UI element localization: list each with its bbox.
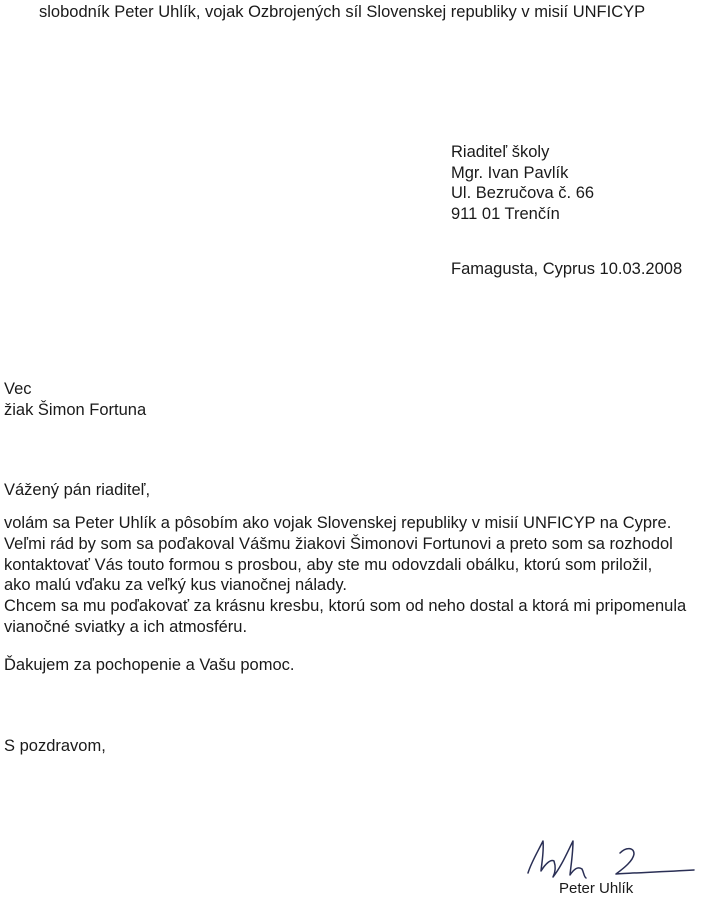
body-line: Veľmi rád by som sa poďakoval Vášmu žiakovi Šimonovi Fortunovi a preto som sa rozhodol xyxy=(4,534,673,553)
recipient-address xyxy=(451,142,594,224)
body-line: vianočné sviatky a ich atmosféru. xyxy=(4,617,248,636)
subject-value: žiak Šimon Fortuna xyxy=(4,400,147,419)
thanks-line: Ďakujem za pochopenie a Vašu pomoc. xyxy=(4,656,295,674)
salutation: Vážený pán riaditeľ, xyxy=(4,481,151,499)
recipient-line: Ul. Bezručova č. 66 xyxy=(451,184,595,202)
recipient-line: Riaditeľ školy xyxy=(451,143,550,161)
sender-line: slobodník Peter Uhlík, vojak Ozbrojených síl Slovenskej republiky v misií UNFICYP xyxy=(39,3,646,21)
recipient-line: Mgr. Ivan Pavlík xyxy=(451,163,569,182)
place-date: Famagusta, Cyprus 10.03.2008 xyxy=(451,260,683,278)
closing-line: S pozdravom, xyxy=(4,737,106,755)
body-line: Chcem sa mu poďakovať za krásnu kresbu, ktorú som od neho dostal a ktorá mi pripomenula xyxy=(4,597,687,616)
body-line: kontaktovať Vás touto formou s prosbou, aby ste mu odovzdali obálku, ktorú som priložil, xyxy=(4,555,653,574)
body-line: volám sa Peter Uhlík a pôsobím ako vojak Slovenskej republiky v misií UNFICYP na Cypre. xyxy=(4,514,672,532)
letter-body xyxy=(4,513,686,638)
handwritten-signature xyxy=(518,833,696,885)
recipient-line: 911 01 Trenčín xyxy=(451,204,560,223)
subject-block xyxy=(4,379,146,420)
subject-label: Vec xyxy=(4,380,32,398)
body-line: ako malú vďaku za veľký kus vianočnej nálady. xyxy=(4,576,347,595)
signer-name: Peter Uhlík xyxy=(559,880,634,897)
